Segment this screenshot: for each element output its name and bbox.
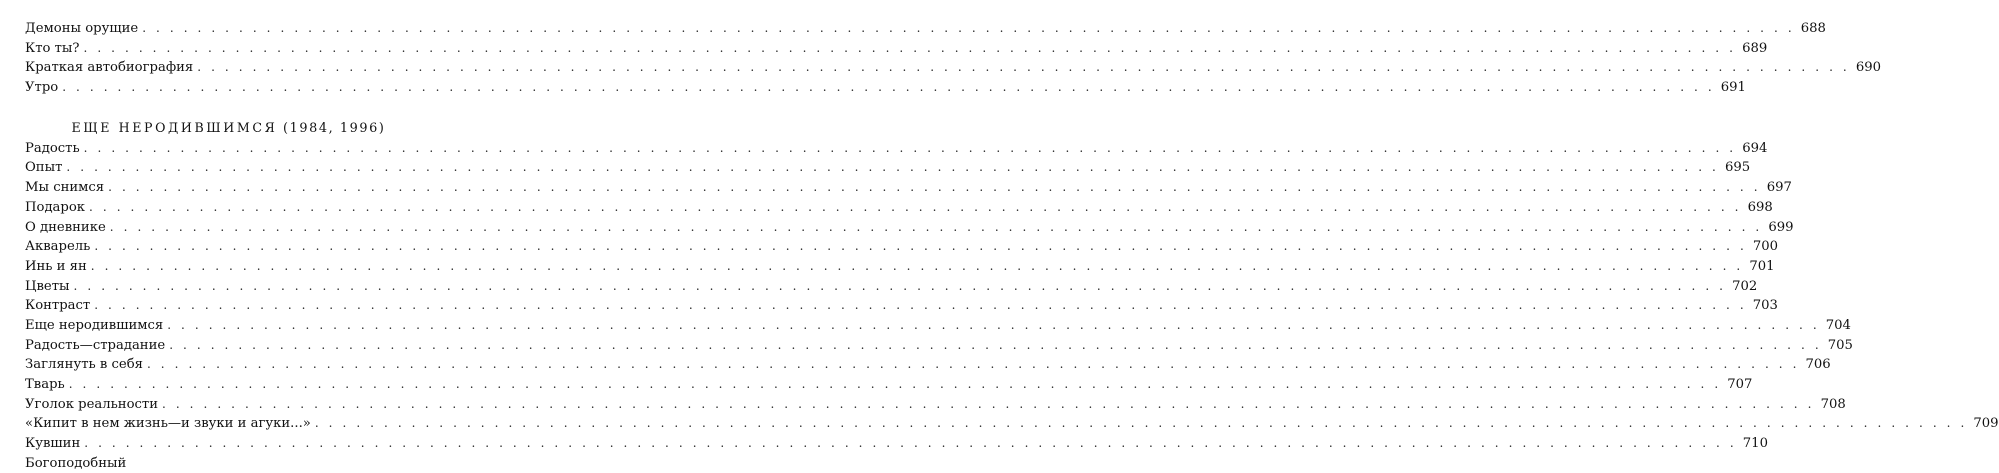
dot-leader: . . . . . . . . . . . . . . . . . . . . . . . . . . . . . . . . . . . . . . . . . . . . . . . . . . . . . . . . . . . . . . . . . . . . . . . . . . . . . . . . . . . . . . . . . . . . . . . . . . . . . . . . . . . . . . . . . . . . . . . . bbox=[108, 180, 1761, 195]
dot-leader: . . . . . . . . . . . . . . . . . . . . . . . . . . . . . . . . . . . . . . . . . . . . . . . . . . . . . . . . . . . . . . . . . . . . . . . . . . . . . . . . . . . . . . . . . . . . . . . . . . . . . . . . . . . . . . . . . . . . . . . . bbox=[66, 160, 1719, 175]
toc-entry bbox=[25, 19, 1826, 39]
toc-entry bbox=[25, 139, 1768, 159]
entry-page-number: 708 bbox=[1820, 396, 1846, 412]
entry-page-number: 701 bbox=[1749, 258, 1775, 274]
toc-entry bbox=[25, 158, 1751, 178]
toc-entry bbox=[25, 277, 1758, 297]
entry-page-number: 703 bbox=[1752, 298, 1778, 314]
entry-title: Уголок реальности bbox=[25, 396, 158, 412]
entry-title: Заглянуть в себя bbox=[25, 357, 143, 373]
toc-entry bbox=[25, 355, 1831, 375]
entry-page-number: 707 bbox=[1727, 377, 1753, 392]
toc-entry bbox=[25, 39, 1768, 59]
entry-title: Краткая автобиография bbox=[25, 60, 194, 76]
dot-leader: . . . . . . . . . . . . . . . . . . . . . . . . . . . . . . . . . . . . . . . . . . . . . . . . . . . . . . . . . . . . . . . . . . . . . . . . . . . . . . . . . . . . . . . . . . . . . . . . . . . . . . . . . . . . . . . . . . . . . . . . bbox=[109, 219, 1763, 234]
entry-page-number: 688 bbox=[1800, 21, 1826, 36]
toc-entry bbox=[25, 414, 1999, 434]
entry-page-number: 700 bbox=[1752, 239, 1779, 255]
entry-page-number: 710 bbox=[1742, 436, 1768, 452]
toc-entry bbox=[25, 178, 1792, 198]
toc-section-list bbox=[25, 139, 1999, 473]
toc-entry bbox=[25, 296, 1778, 316]
entry-title: Еще неродившимся bbox=[25, 317, 164, 333]
entry-title: Опыт bbox=[25, 160, 63, 176]
dot-leader: . . . . . . . . . . . . . . . . . . . . . . . . . . . . . . . . . . . . . . . . . . . . . . . . . . . . . . . . . . . . . . . . . . . . . . . . . . . . . . . . . . . . . . . . . . . . . . . . . . . . . . . . . . . . . . . . . . . . . . . . bbox=[83, 140, 1737, 155]
entry-title: Демоны орущие bbox=[25, 21, 139, 36]
toc-entry bbox=[25, 198, 1773, 218]
dot-leader: . . . . . . . . . . . . . . . . . . . . . . . . . . . . . . . . . . . . . . . . . . . . . . . . . . . . . . . . . . . . . . . . . . . . . . . . . . . . . . . . . . . . . . . . . . . . . . . . . . . . . . . . . . . . . . . . . . . . . . . . bbox=[94, 239, 1747, 254]
toc-entry bbox=[25, 218, 1794, 238]
dot-leader: . . . . . . . . . . . . . . . . . . . . . . . . . . . . . . . . . . . . . . . . . . . . . . . . . . . . . . . . . . . . . . . . . . . . . . . . . . . . . . . . . . . . . . . . . . . . . . . . . . . . . . . . . . . . . . . . . . . . . . . . bbox=[94, 298, 1747, 313]
entry-title: Подарок bbox=[25, 199, 86, 215]
toc-entry bbox=[25, 395, 1846, 415]
dot-leader: . . . . . . . . . . . . . . . . . . . . . . . . . . . . . . . . . . . . . . . . . . . . . . . . . . . . . . . . . . . . . . . . . . . . . . . . . . . . . . . . . . . . . . . . . . . . . . . . . . . . . . . . . . . . . . . . . . . . . . . . bbox=[162, 396, 1815, 411]
dot-leader: . . . . . . . . . . . . . . . . . . . . . . . . . . . . . . . . . . . . . . . . . . . . . . . . . . . . . . . . . . . . . . . . . . . . . . . . . . . . . . . . . . . . . . . . . . . . . . . . . . . . . . . . . . . . . . . . . . . . . . . . bbox=[197, 60, 1850, 75]
entry-page-number: 709 bbox=[1973, 416, 1999, 432]
toc-entry bbox=[25, 434, 1768, 454]
dot-leader: . . . . . . . . . . . . . . . . . . . . . . . . . . . . . . . . . . . . . . . . . . . . . . . . . . . . . . . . . . . . . . . . . . . . . . . . . . . . . . . . . . . . . . . . . . . . . . . . . . . . . . . . . . . . . . . . . . . . . . . . bbox=[314, 416, 1968, 431]
entry-page-number: 689 bbox=[1742, 40, 1768, 56]
entry-page-number: 695 bbox=[1724, 160, 1751, 176]
toc-entry bbox=[25, 316, 1851, 336]
dot-leader: . . . . . . . . . . . . . . . . . . . . . . . . . . . . . . . . . . . . . . . . . . . . . . . . . . . . . . . . . . . . . . . . . . . . . . . . . . . . . . . . . . . . . . . . . . . . . . . . . . . . . . . . . . . . . . . . . . . . . . . . bbox=[73, 278, 1727, 293]
entry-title: Радость bbox=[25, 140, 80, 156]
table-of-contents bbox=[25, 19, 1999, 473]
entry-page-number: 699 bbox=[1768, 219, 1794, 235]
entry-title: Богоподобный bbox=[25, 455, 127, 471]
dot-leader: . . . . . . . . . . . . . . . . . . . . . . . . . . . . . . . . . . . . . . . . . . . . . . . . . . . . . . . . . . . . . . . . . . . . . . . . . . . . . . . . . . . . . . . . . . . . . . . . . . . . . . . . . . . . . . . . . . . . . . . . bbox=[89, 199, 1742, 214]
dot-leader: . . . . . . . . . . . . . . . . . . . . . . . . . . . . . . . . . . . . . . . . . . . . . . . . . . . . . . . . . . . . . . . . . . . . . . . . . . . . . . . . . . . . . . . . . . . . . . . . . . . . . . . . . . . . . . . . . . . . . . . . bbox=[83, 40, 1737, 55]
entry-page-number: 691 bbox=[1720, 80, 1746, 96]
entry-title: Радость—страдание bbox=[25, 337, 166, 353]
toc-entry bbox=[25, 78, 1746, 98]
entry-title: О дневнике bbox=[25, 219, 106, 235]
entry-page-number: 706 bbox=[1805, 357, 1831, 373]
dot-leader: . . . . . . . . . . . . . . . . . . . . . . . . . . . . . . . . . . . . . . . . . . . . . . . . . . . . . . . . . . . . . . . . . . . . . . . . . . . . . . . . . . . . . . . . . . . . . . . . . . . . . . . . . . . . . . . . . . . . . . . . bbox=[84, 436, 1737, 451]
dot-leader: . . . . . . . . . . . . . . . . . . . . . . . . . . . . . . . . . . . . . . . . . . . . . . . . . . . . . . . . . . . . . . . . . . . . . . . . . . . . . . . . . . . . . . . . . . . . . . . . . . . . . . . . . . . . . . . . . . . . . . . . bbox=[169, 337, 1822, 352]
entry-page-number: 697 bbox=[1766, 180, 1792, 196]
section-years: (1984, 1996) bbox=[283, 120, 386, 136]
toc-entry bbox=[25, 58, 1881, 78]
toc-entry bbox=[25, 375, 1753, 395]
dot-leader: . . . . . . . . . . . . . . . . . . . . . . . . . . . . . . . . . . . . . . . . . . . . . . . . . . . . . . . . . . . . . . . . . . . . . . . . . . . . . . . . . . . . . . . . . . . . . . . . . . . . . . . . . . . . . . . . . . . . . . . . bbox=[90, 258, 1744, 273]
toc-top-list bbox=[25, 19, 1881, 98]
entry-page-number: 705 bbox=[1827, 337, 1853, 353]
entry-title: Инь и ян bbox=[25, 258, 87, 274]
entry-title: Кувшин bbox=[25, 436, 81, 452]
toc-entry bbox=[25, 237, 1779, 257]
toc-entry bbox=[25, 454, 432, 473]
entry-title: Акварель bbox=[25, 239, 91, 255]
entry-title: Контраст bbox=[25, 298, 91, 314]
dot-leader: . . . . . . . . . . . . . . . . . . . . . . . . . . . . . . . . . . . . . . . . . . . . . . . . . . . . . . . . . . . . . . . . . . . . . . . . . . . . . . . . . . . . . . . . . . . . . . . . . . . . . . . . . . . . . . . . . . . . . . . . bbox=[146, 357, 1800, 372]
entry-title: Мы снимся bbox=[25, 180, 105, 196]
entry-title: Утро bbox=[25, 80, 59, 96]
entry-title: Тварь bbox=[25, 377, 65, 392]
entry-title: «Кипит в нем жизнь—и звуки и агуки...» bbox=[25, 416, 311, 432]
dot-leader: . . . . . . . . . . . . . . . . . . . . . . . . . . . . . . . . . . . . . . . . . . . . . . . . . . . . . . . . . . . . . . . . . . . . . . . . . . . . . . . . . . . . . . . . . . . . . . . . . . . . . . . . . . . . . . . . . . . . . . . . bbox=[68, 377, 1722, 391]
section-heading bbox=[25, 117, 432, 138]
entry-title: Кто ты? bbox=[25, 40, 80, 56]
entry-page-number: 698 bbox=[1747, 199, 1773, 215]
entry-page-number: 704 bbox=[1825, 317, 1851, 333]
toc-entry bbox=[25, 336, 1853, 356]
dot-leader: . . . . . . . . . . . . . . . . . . . . . . . . . . . . . . . . . . . . . . . . . . . . . . . . . . . . . . . . . . . . . . . . . . . . . . . . . . . . . . . . . . . . . . . . . . . . . . . . . . . . . . . . . . . . . . . . . . . . . . . . bbox=[142, 21, 1795, 35]
entry-page-number: 690 bbox=[1855, 60, 1881, 76]
entry-title: Цветы bbox=[25, 278, 70, 294]
dot-leader: . . . . . . . . . . . . . . . . . . . . . . . . . . . . . . . . . . . . . . . . . . . . . . . . . . . . . . . . . . . . . . . . . . . . . . . . . . . . . . . . . . . . . . . . . . . . . . . . . . . . . . . . . . . . . . . . . . . . . . . . bbox=[167, 317, 1820, 332]
toc-entry bbox=[25, 257, 1775, 277]
entry-page-number: 702 bbox=[1732, 278, 1758, 294]
section-title: ЕЩЕ НЕРОДИВШИМСЯ bbox=[71, 119, 278, 135]
entry-page-number: 694 bbox=[1742, 140, 1768, 156]
dot-leader: . . . . . . . . . . . . . . . . . . . . . . . . . . . . . . . . . . . . . . . . . . . . . . . . . . . . . . . . . . . . . . . . . . . . . . . . . . . . . . . . . . . . . . . . . . . . . . . . . . . . . . . . . . . . . . . . . . . . . . . . bbox=[62, 80, 1715, 95]
